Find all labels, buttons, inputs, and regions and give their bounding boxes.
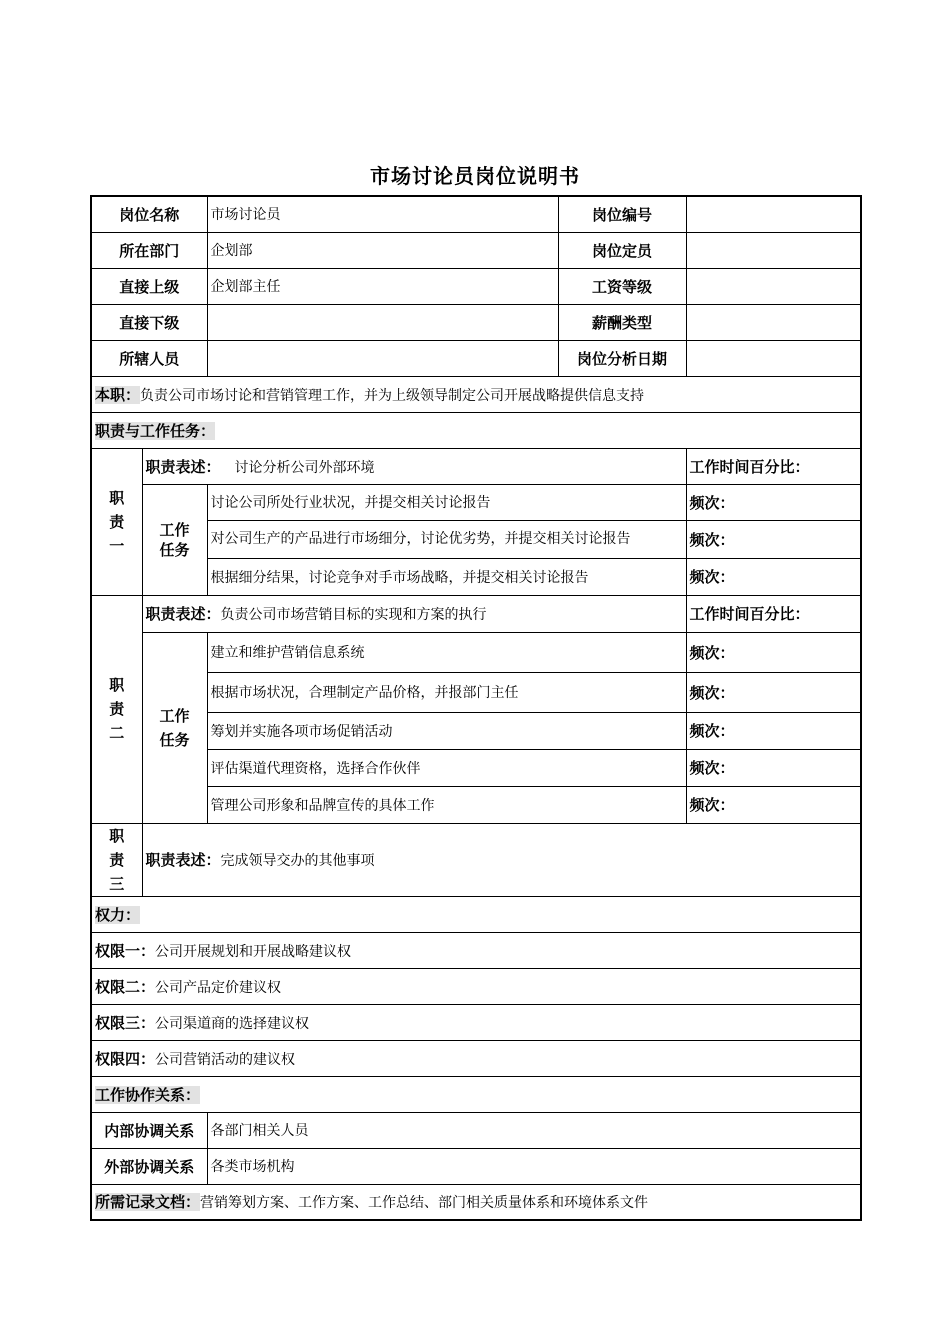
power-row [91,932,861,968]
analysis-date-label: 岗位分析日期 [558,340,686,376]
records-text: 营销筹划方案、工作方案、工作总结、部门相关质量体系和环境体系文件 [200,1195,649,1212]
duty1-freq-2: 频次： [686,520,861,558]
power-row [91,968,861,1004]
duty2-freq-3: 频次： [686,712,861,749]
superior-label: 直接上级 [91,268,207,304]
row-staff [91,340,861,376]
power-3-text: 公司渠道商的选择建议权 [155,1015,310,1032]
external-coop-value: 各类市场机构 [207,1148,861,1184]
power-row [91,1040,861,1076]
row-superior [91,268,861,304]
duty2-pct-label: 工作时间百分比： [686,595,861,632]
records-row [91,1184,861,1220]
row-subordinate [91,304,861,340]
main-duty-text: 负责公司市场讨论和营销管理工作，并为上级领导制定公司开展战略提供信息支持 [140,387,645,404]
duty1-task-row [91,484,861,520]
duty1-task-row [91,558,861,595]
duty2-freq-4: 频次： [686,749,861,786]
staff-label: 所辖人员 [91,340,207,376]
salary-grade-label: 工资等级 [558,268,686,304]
duty2-label: 职 责 二 [91,595,142,823]
duty3-desc: 完成领导交办的其他事项 [220,853,375,869]
duty1-task-label: 工作 任务 [142,484,207,595]
subordinate-value [207,304,558,340]
job-description-table [90,195,862,1221]
powers-header-row [91,896,861,932]
duty1-desc-row [91,448,861,484]
power-2-label: 权限二： [95,977,156,996]
power-row [91,1004,861,1040]
duty3-row [91,823,861,896]
duty2-task-5: 管理公司形象和品牌宣传的具体工作 [207,786,686,823]
position-code-label: 岗位编号 [558,196,686,232]
duty2-task-row [91,786,861,823]
quota-value [686,232,861,268]
coop-external-row [91,1148,861,1184]
duty1-freq-3: 频次： [686,558,861,595]
position-code-value [686,196,861,232]
position-name-label: 岗位名称 [91,196,207,232]
power-1-text: 公司开展规划和开展战略建议权 [155,943,352,960]
department-label: 所在部门 [91,232,207,268]
power-4-label: 权限四： [95,1049,156,1068]
duty1-desc-label: 职责表述： [145,457,221,476]
duty2-task-3: 筹划并实施各项市场促销活动 [207,712,686,749]
records-label: 所需记录文档： [95,1193,201,1212]
power-2-text: 公司产品定价建议权 [155,979,282,996]
duty1-desc: 讨论分析公司外部环境 [234,459,375,476]
duty2-task-row [91,632,861,672]
superior-value: 企划部主任 [207,268,558,304]
duty2-freq-1: 频次： [686,632,861,672]
duties-header: 职责与工作任务： [95,421,216,440]
position-name-value: 市场讨论员 [207,196,558,232]
internal-coop-label: 内部协调关系 [91,1112,207,1148]
analysis-date-value [686,340,861,376]
salary-grade-value [686,268,861,304]
coop-internal-row [91,1112,861,1148]
power-3-label: 权限三： [95,1013,156,1032]
duty2-desc-label: 职责表述： [145,605,221,623]
duty3-label: 职 责 三 [91,823,142,896]
quota-label: 岗位定员 [558,232,686,268]
duty1-freq-1: 频次： [686,484,861,520]
duty2-task-row [91,749,861,786]
salary-type-label: 薪酬类型 [558,304,686,340]
duty2-task-row [91,672,861,712]
duty1-task-1: 讨论公司所处行业状况，并提交相关讨论报告 [207,484,686,520]
coop-header: 工作协作关系： [95,1085,201,1104]
duty2-freq-5: 频次： [686,786,861,823]
duty3-desc-label: 职责表述： [145,851,221,869]
duty2-freq-2: 频次： [686,672,861,712]
duty1-task-3: 根据细分结果，讨论竞争对手市场战略，并提交相关讨论报告 [207,558,686,595]
duty2-task-1: 建立和维护营销信息系统 [207,632,686,672]
duty2-desc: 负责公司市场营销目标的实现和方案的执行 [220,607,487,623]
power-1-label: 权限一： [95,941,156,960]
row-main-duty [91,376,861,412]
salary-type-value [686,304,861,340]
main-duty-label: 本职： [95,385,141,404]
staff-value [207,340,558,376]
duty1-task-2: 对公司生产的产品进行市场细分，讨论优劣势，并提交相关讨论报告 [207,520,686,558]
external-coop-label: 外部协调关系 [91,1148,207,1184]
department-value: 企划部 [207,232,558,268]
duty1-task-row [91,520,861,558]
row-duties-header [91,412,861,448]
duty2-task-row [91,712,861,749]
duty2-desc-row [91,595,861,632]
duty1-label: 职 责 一 [91,448,142,595]
internal-coop-value: 各部门相关人员 [207,1112,861,1148]
duty2-task-label: 工作 任务 [142,632,207,823]
coop-header-row [91,1076,861,1112]
page-title: 市场讨论员岗位说明书 [370,164,580,188]
powers-header: 权力： [95,905,141,924]
duty1-pct-label: 工作时间百分比： [686,448,861,484]
row-department [91,232,861,268]
duty2-task-4: 评估渠道代理资格，选择合作伙伴 [207,749,686,786]
duty2-task-2: 根据市场状况，合理制定产品价格，并报部门主任 [207,672,686,712]
subordinate-label: 直接下级 [91,304,207,340]
power-4-text: 公司营销活动的建议权 [155,1051,296,1068]
row-position-name [91,196,861,232]
